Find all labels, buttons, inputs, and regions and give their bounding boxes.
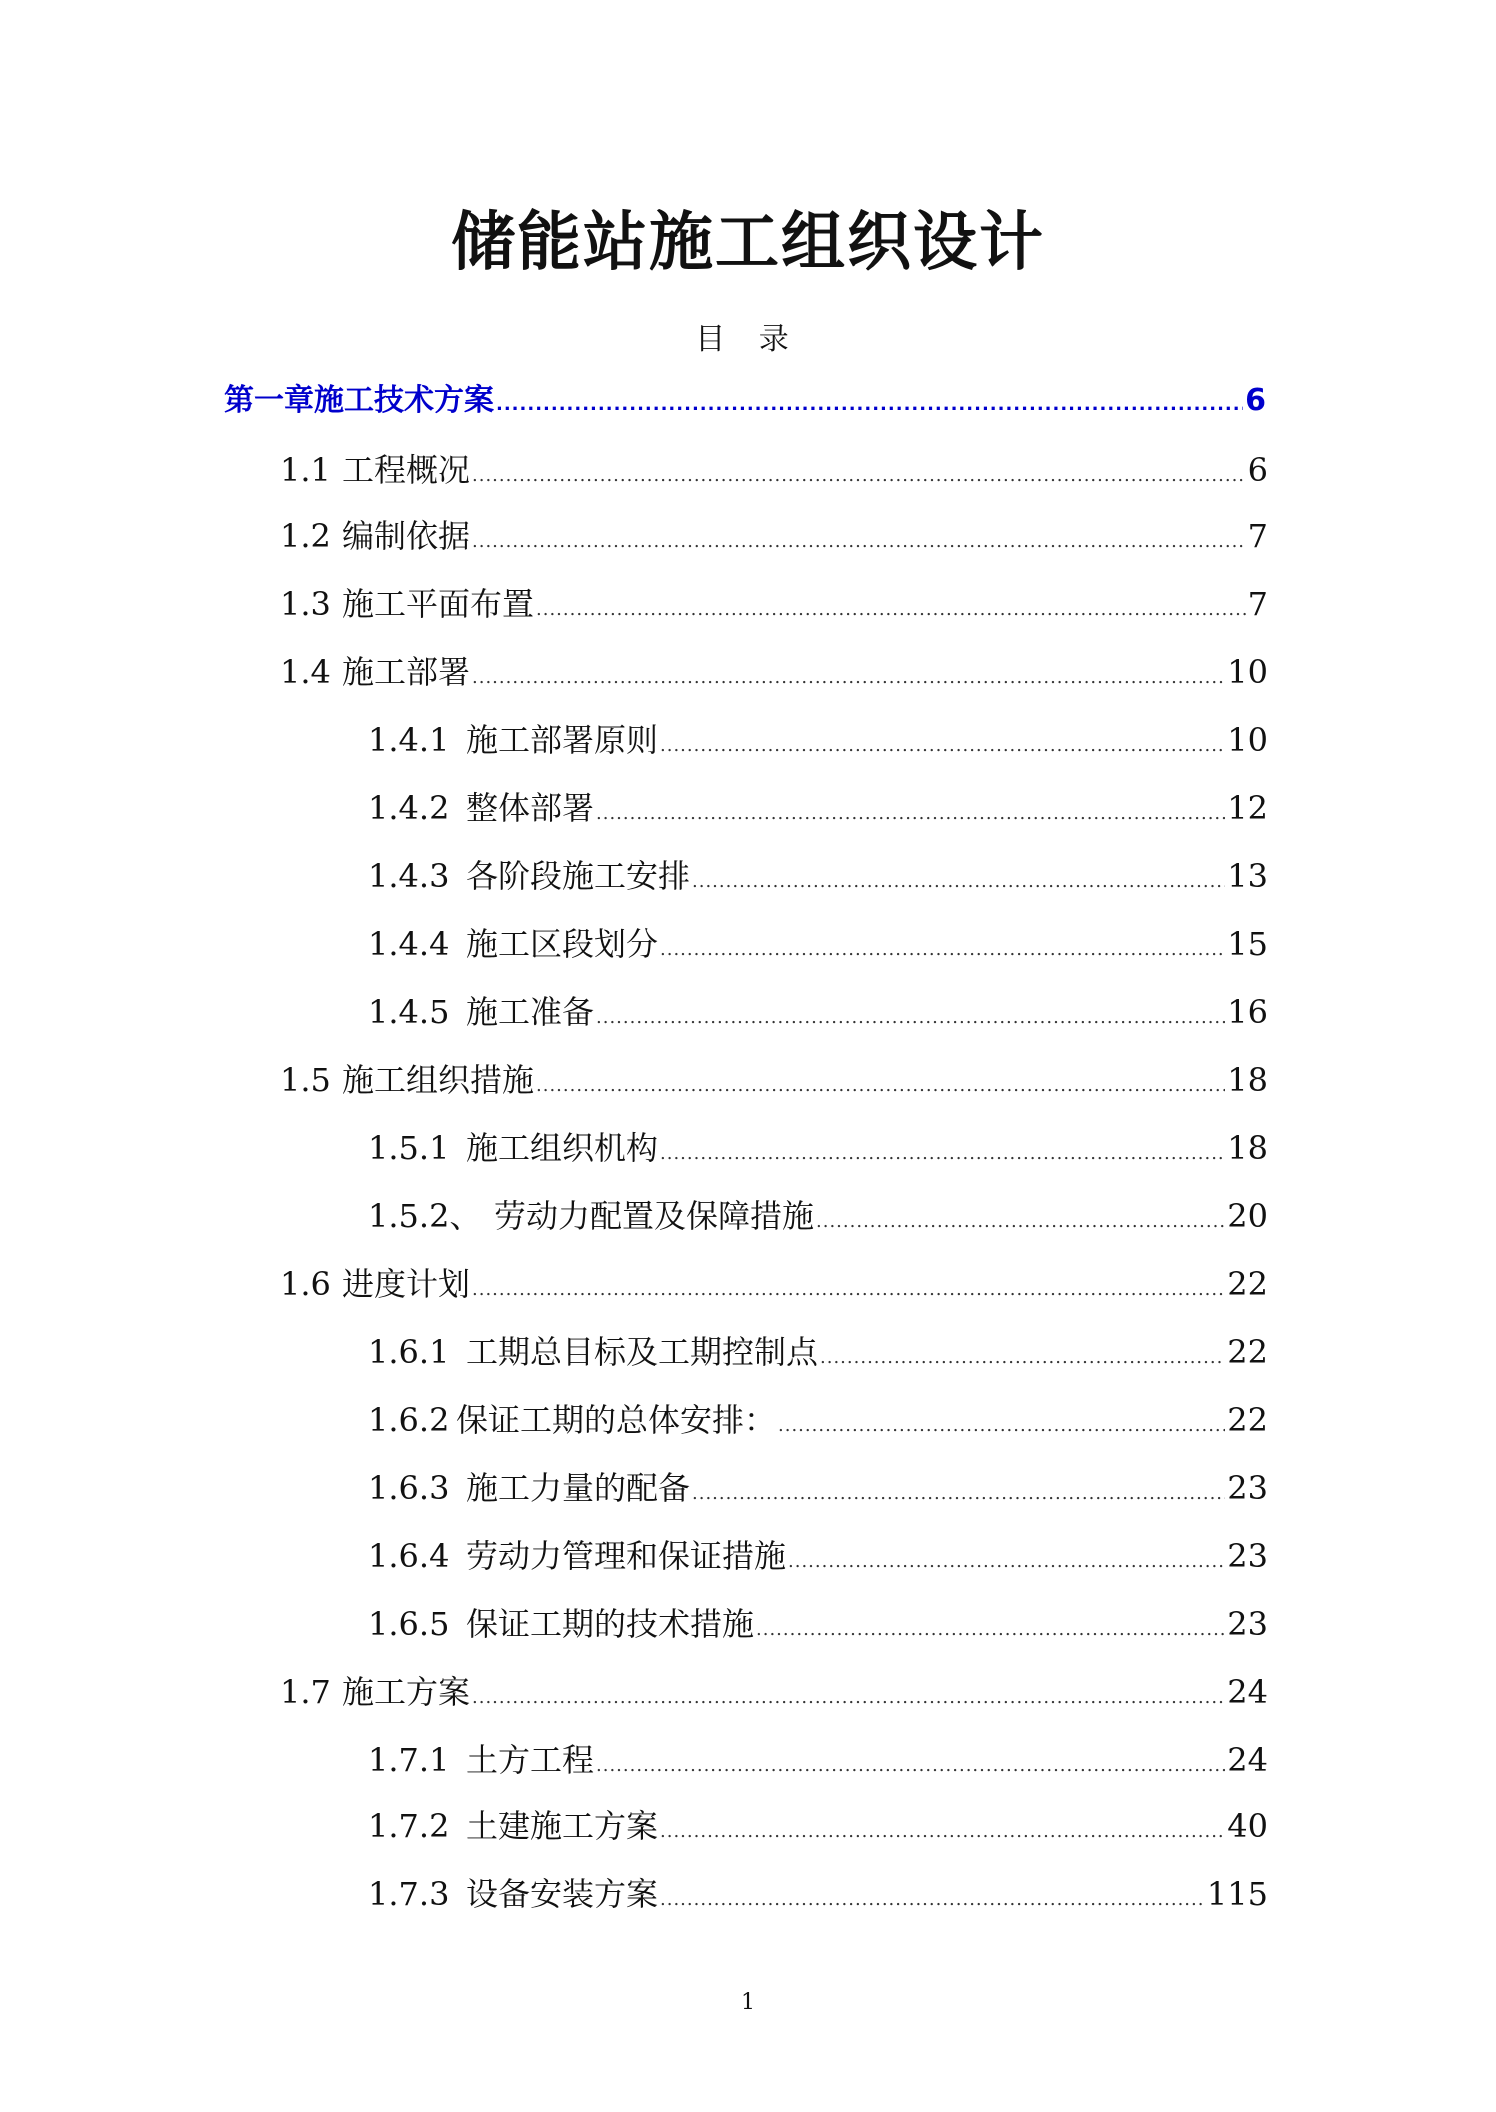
toc-entry-number: 1.3 bbox=[280, 585, 331, 623]
toc-entry-1-6-5[interactable] bbox=[368, 1602, 1268, 1652]
toc-entry-page: 10 bbox=[1227, 653, 1268, 691]
toc-entry-page: 18 bbox=[1227, 1061, 1268, 1099]
toc-entry-page: 20 bbox=[1227, 1197, 1268, 1235]
toc-entry-page: 15 bbox=[1227, 925, 1268, 963]
toc-entry-number: 1.6.4 bbox=[368, 1537, 450, 1575]
toc-leader-dots bbox=[660, 928, 1225, 972]
toc-entry-1-7-2[interactable] bbox=[368, 1804, 1268, 1854]
toc-entry-1-4-4[interactable] bbox=[368, 922, 1268, 972]
document-title: 储能站施工组织设计 bbox=[451, 206, 1045, 280]
toc-entry-1-1[interactable] bbox=[280, 448, 1268, 498]
toc-leader-dots bbox=[536, 1064, 1225, 1108]
toc-leader-dots bbox=[496, 383, 1243, 427]
toc-entry-page: 10 bbox=[1227, 721, 1268, 759]
toc-entry-number: 1.7.2 bbox=[368, 1807, 450, 1845]
toc-entry-page: 7 bbox=[1247, 517, 1268, 555]
toc-leader-dots bbox=[788, 1540, 1225, 1584]
toc-entry-number: 1.6 bbox=[280, 1265, 331, 1303]
toc-entry-page: 22 bbox=[1227, 1401, 1268, 1439]
toc-entry-number: 1.4.5 bbox=[368, 993, 450, 1031]
toc-entry-number: 1.1 bbox=[280, 451, 331, 489]
toc-leader-dots bbox=[660, 1878, 1205, 1922]
toc-entry-number: 1.2 bbox=[280, 517, 331, 555]
toc-entry-1-6-4[interactable] bbox=[368, 1534, 1268, 1584]
toc-entry-label: 施工方案 bbox=[342, 1673, 471, 1711]
toc-leader-dots bbox=[820, 1336, 1225, 1380]
toc-leader-dots bbox=[472, 1676, 1225, 1720]
toc-leader-dots bbox=[660, 724, 1225, 768]
toc-entry-number: 1.6.5 bbox=[368, 1605, 450, 1643]
toc-entry-page: 115 bbox=[1206, 1875, 1268, 1913]
toc-entry-page: 22 bbox=[1227, 1265, 1268, 1303]
toc-entry-page: 40 bbox=[1227, 1807, 1268, 1845]
toc-entry-label: 劳动力配置及保障措施 bbox=[494, 1197, 815, 1235]
toc-entry-number: 1.4 bbox=[280, 653, 331, 691]
toc-leader-dots bbox=[660, 1810, 1225, 1854]
toc-entry-number: 1.5.1 bbox=[368, 1129, 450, 1167]
toc-entry-label: 施工部署 bbox=[342, 653, 471, 691]
toc-entry-number: 1.4.2 bbox=[368, 789, 450, 827]
toc-entry-1-6-3[interactable] bbox=[368, 1466, 1268, 1516]
toc-entry-1-6-1[interactable] bbox=[368, 1330, 1268, 1380]
toc-entry-label: 编制依据 bbox=[342, 517, 471, 555]
toc-entry-label: 劳动力管理和保证措施 bbox=[466, 1537, 787, 1575]
toc-entry-label: 设备安装方案 bbox=[466, 1875, 659, 1913]
toc-entry-page: 18 bbox=[1227, 1129, 1268, 1167]
toc-heading: 目 录 bbox=[695, 322, 801, 357]
toc-leader-dots bbox=[692, 1472, 1225, 1516]
toc-entry-1-7-3[interactable] bbox=[368, 1872, 1268, 1922]
toc-entry-label: 土建施工方案 bbox=[466, 1807, 659, 1845]
toc-entry-1-5-2[interactable] bbox=[368, 1194, 1268, 1244]
toc-entry-label: 施工部署原则 bbox=[466, 721, 659, 759]
toc-entry-label: 各阶段施工安排 bbox=[466, 857, 691, 895]
toc-entry-number: 1.5 bbox=[280, 1061, 331, 1099]
toc-entry-1-5[interactable] bbox=[280, 1058, 1268, 1108]
toc-entry-1-6-2[interactable] bbox=[368, 1398, 1268, 1448]
toc-entry-label: 工程概况 bbox=[342, 451, 471, 489]
toc-entry-number: 1.7 bbox=[280, 1673, 331, 1711]
toc-leader-dots bbox=[472, 520, 1246, 564]
toc-leader-dots bbox=[596, 792, 1225, 836]
toc-leader-dots bbox=[536, 588, 1246, 632]
toc-entry-1-5-1[interactable] bbox=[368, 1126, 1268, 1176]
toc-leader-dots bbox=[472, 1268, 1225, 1312]
toc-entry-number: 1.4.3 bbox=[368, 857, 450, 895]
page-number: 1 bbox=[741, 1990, 755, 2015]
toc-entry-number: 1.6.1 bbox=[368, 1333, 450, 1371]
toc-entry-number: 1.6.3 bbox=[368, 1469, 450, 1507]
toc-leader-dots bbox=[472, 454, 1246, 498]
toc-entry-1-4-1[interactable] bbox=[368, 718, 1268, 768]
toc-entry-number: 1.4.1 bbox=[368, 721, 450, 759]
toc-entry-label: 保证工期的技术措施 bbox=[466, 1605, 755, 1643]
toc-entry-label: 施工力量的配备 bbox=[466, 1469, 691, 1507]
toc-entry-page: 6 bbox=[1247, 451, 1268, 489]
toc-entry-number: 1.7.3 bbox=[368, 1875, 450, 1913]
toc-entry-1-4-5[interactable] bbox=[368, 990, 1268, 1040]
toc-leader-dots bbox=[596, 1744, 1225, 1788]
toc-entry-1-4-2[interactable] bbox=[368, 786, 1268, 836]
toc-entry-number: 1.7.1 bbox=[368, 1741, 450, 1779]
toc-entry-label: 施工平面布置 bbox=[342, 585, 535, 623]
toc-entry-page: 24 bbox=[1227, 1673, 1268, 1711]
toc-entry-label: 土方工程 bbox=[466, 1741, 595, 1779]
toc-leader-dots bbox=[660, 1132, 1225, 1176]
toc-entry-label: 第一章施工技术方案 bbox=[224, 383, 494, 418]
toc-entry-number: 1.5.2、 bbox=[368, 1197, 482, 1235]
toc-leader-dots bbox=[778, 1404, 1225, 1448]
toc-leader-dots bbox=[756, 1608, 1225, 1652]
toc-entry-1-7-1[interactable] bbox=[368, 1738, 1268, 1788]
toc-entry-1-7[interactable] bbox=[280, 1670, 1268, 1720]
toc-entry-label: 保证工期的总体安排： bbox=[456, 1401, 777, 1439]
toc-entry-page: 23 bbox=[1227, 1537, 1268, 1575]
toc-entry-page: 23 bbox=[1227, 1469, 1268, 1507]
toc-entry-page: 13 bbox=[1227, 857, 1268, 895]
toc-leader-dots bbox=[472, 656, 1225, 700]
toc-entry-label: 施工组织机构 bbox=[466, 1129, 659, 1167]
toc-entry-label: 整体部署 bbox=[466, 789, 595, 827]
toc-entry-page: 7 bbox=[1247, 585, 1268, 623]
toc-leader-dots bbox=[596, 996, 1225, 1040]
toc-entry-page: 24 bbox=[1227, 1741, 1268, 1779]
toc-entry-label: 施工准备 bbox=[466, 993, 595, 1031]
toc-entry-page: 23 bbox=[1227, 1605, 1268, 1643]
toc-entry-label: 工期总目标及工期控制点 bbox=[466, 1333, 819, 1371]
toc-entry-page: 12 bbox=[1227, 789, 1268, 827]
toc-entry-number: 1.4.4 bbox=[368, 925, 450, 963]
toc-entry-1-6[interactable] bbox=[280, 1262, 1268, 1312]
toc-entry-page: 6 bbox=[1245, 383, 1266, 418]
toc-entry-label: 进度计划 bbox=[342, 1265, 471, 1303]
toc-entry-label: 施工组织措施 bbox=[342, 1061, 535, 1099]
toc-entry-page: 22 bbox=[1227, 1333, 1268, 1371]
toc-entry-1-4-3[interactable] bbox=[368, 854, 1268, 904]
toc-entry-chapter-1[interactable] bbox=[224, 379, 1266, 427]
toc-entry-label: 施工区段划分 bbox=[466, 925, 659, 963]
toc-entry-number: 1.6.2 bbox=[368, 1401, 450, 1439]
toc-entry-page: 16 bbox=[1227, 993, 1268, 1031]
toc-entry-1-3[interactable] bbox=[280, 582, 1268, 632]
toc-leader-dots bbox=[692, 860, 1225, 904]
toc-leader-dots bbox=[816, 1200, 1225, 1244]
toc-entry-1-4[interactable] bbox=[280, 650, 1268, 700]
toc-entry-1-2[interactable] bbox=[280, 514, 1268, 564]
